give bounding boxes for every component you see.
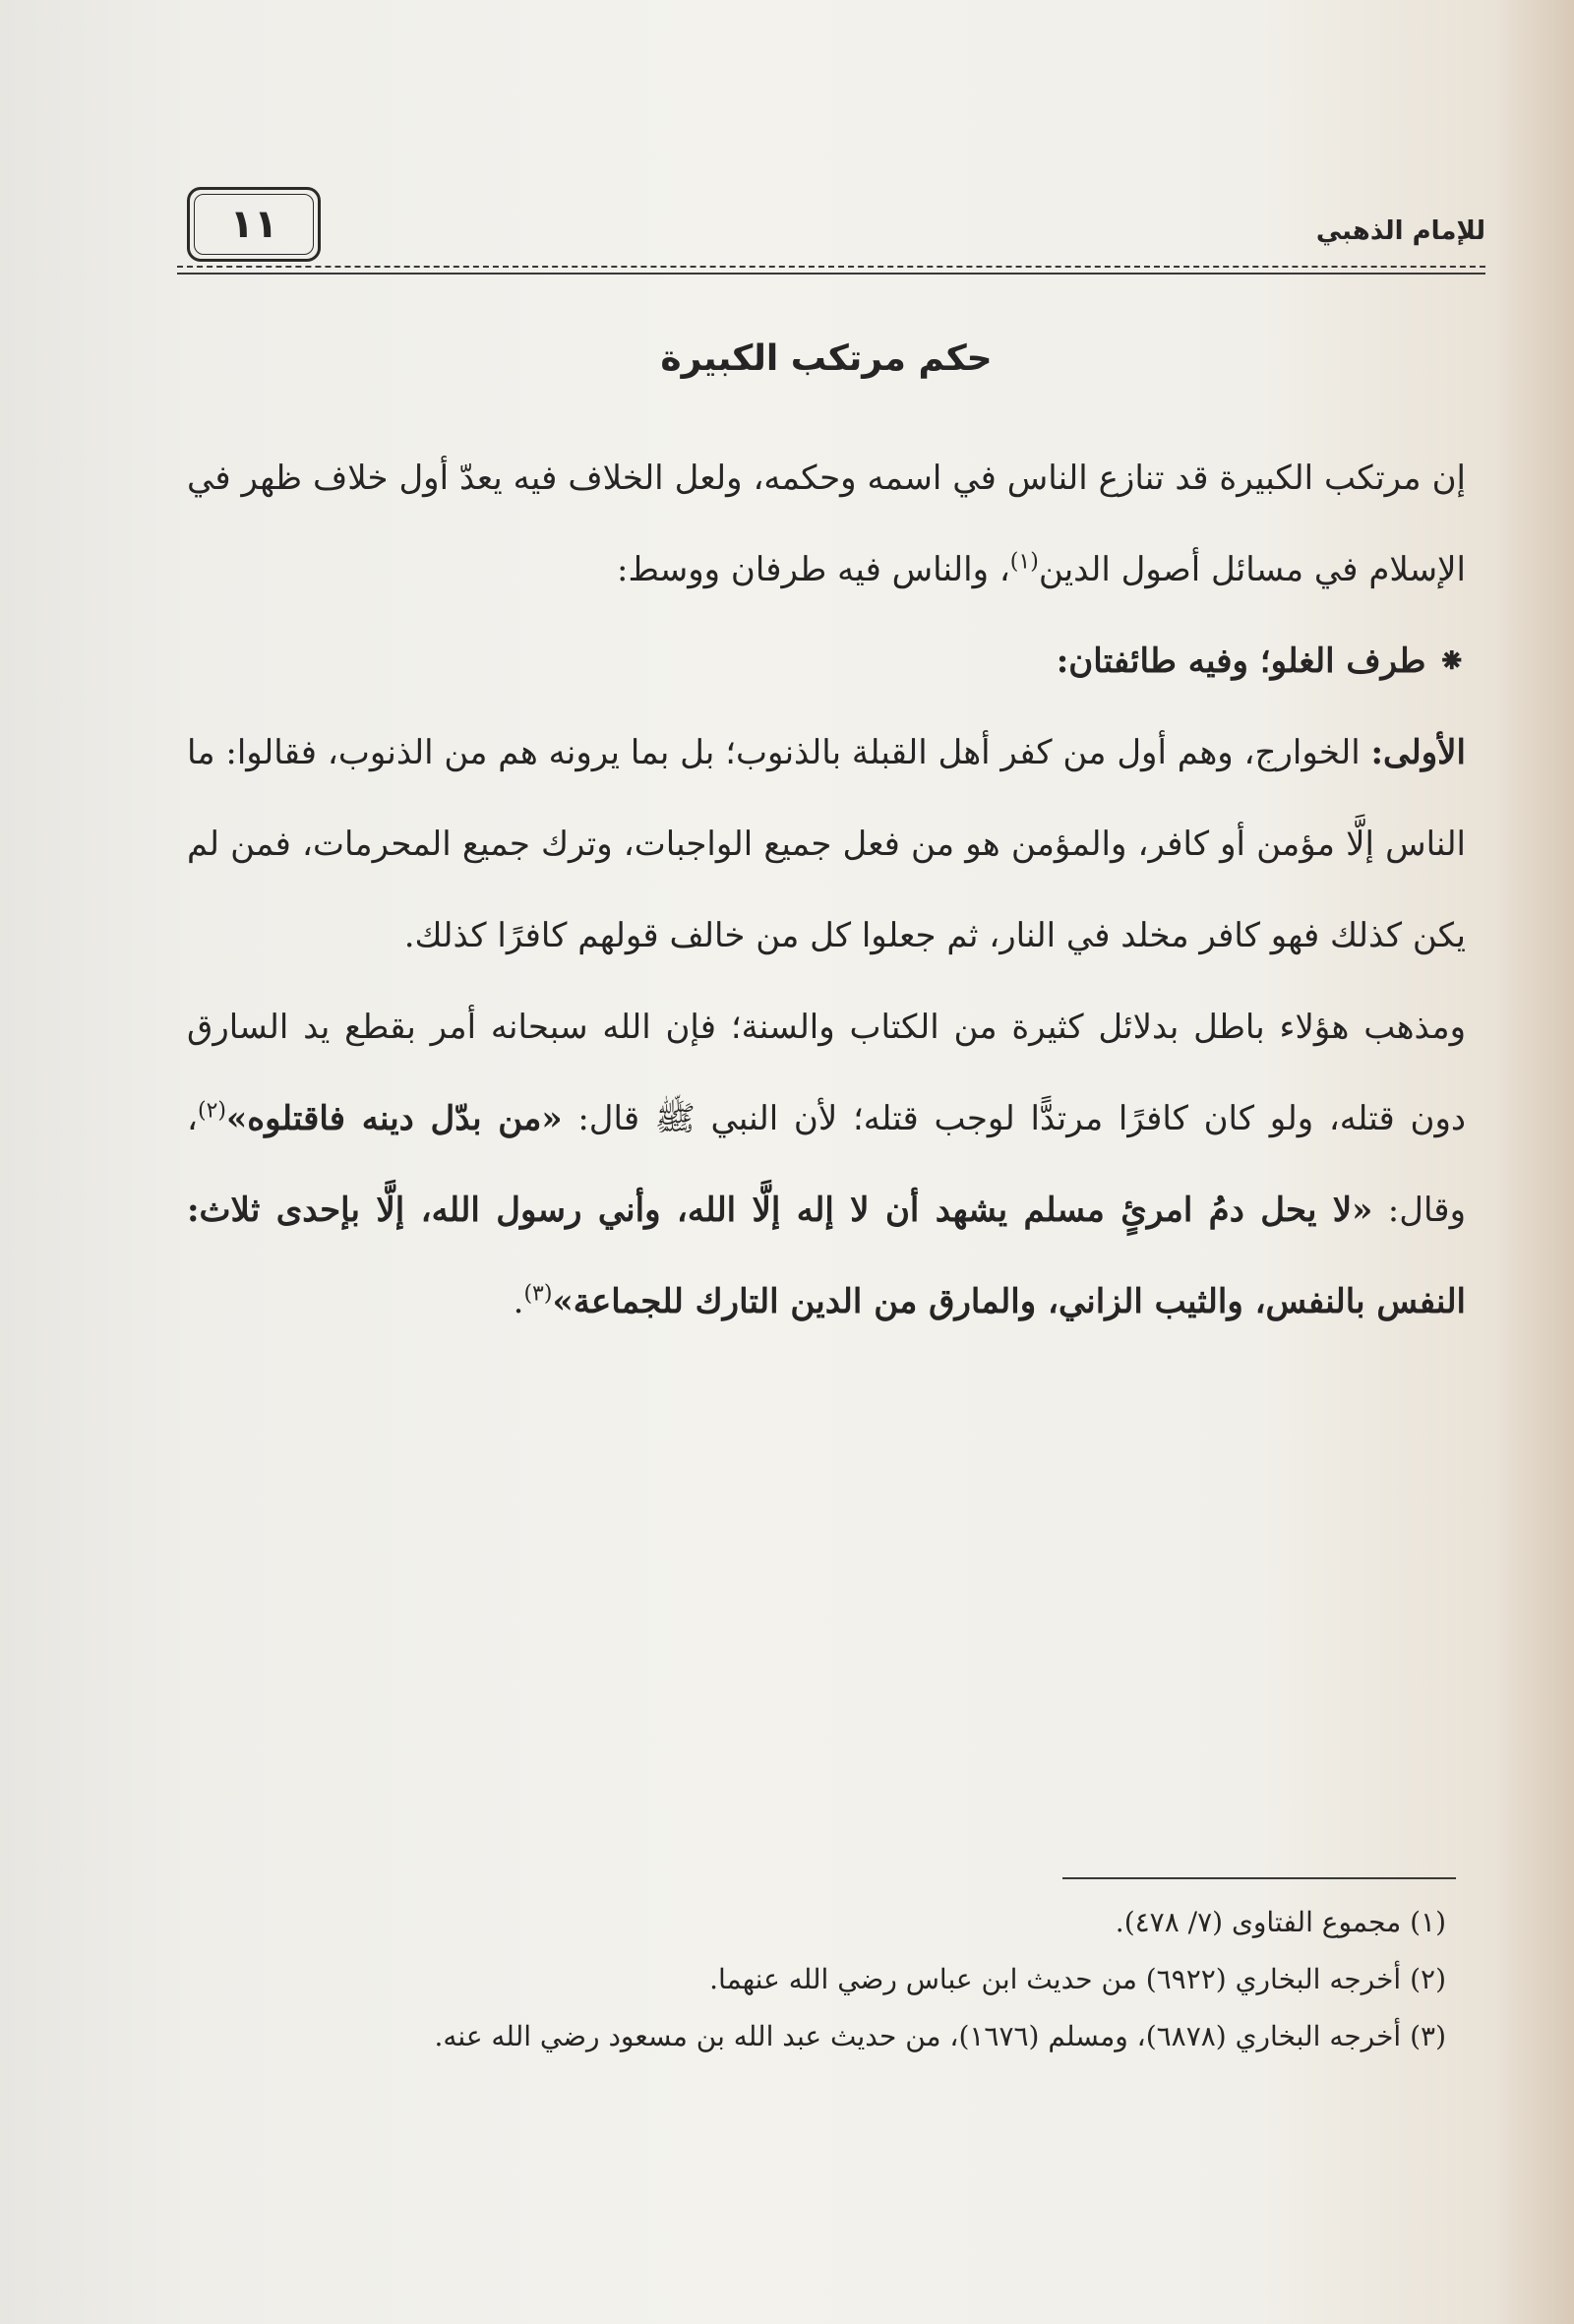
paragraph-khawarij (187, 707, 1466, 982)
hadith-quote-2: «لا يحل دمُ امرئٍ مسلم يشهد أن لا إله إلَّا الله، وأني رسول الله، إلَّا بإحدى ثلاث: النفس بالنفس، والثيب الزاني، والمارق من الدين التارك للجماعة» (187, 1191, 1466, 1321)
footnotes (187, 1894, 1446, 2065)
paragraph-intro-text: إن مرتكب الكبيرة قد تنازع الناس في اسمه وحكمه، ولعل الخلاف فيه يعدّ أول خلاف ظهر في الإسلام في مسائل أصول الدين (187, 459, 1466, 589)
header-solid-line (177, 273, 1485, 275)
paragraph-refutation-end: . (513, 1282, 524, 1321)
footnote-separator (1062, 1877, 1456, 1879)
footnote-ref-2: (٢) (197, 1098, 226, 1124)
paragraph-khawarij-text: الخوارج، وهم أول من كفر أهل القبلة بالذنوب؛ بل بما يرونه هم من الذنوب، فقالوا: ما الناس إلَّا مؤمن أو كافر، والمؤمن هو من فعل جميع الواجبات، وترك جميع المحرمات، فمن لم يكن كذلك فهو كافر مخلد في النار، ثم جعلوا كل من خالف قولهم كافرًا كذلك. (187, 733, 1466, 955)
subheading-extremes-text: طرف الغلو؛ وفيه طائفتان: (1056, 642, 1426, 681)
header-rule (177, 266, 1485, 277)
page-number: ١١ (187, 187, 321, 262)
footnote-ref-3: (٣) (523, 1281, 553, 1307)
section-title: حكم مرتكب الكبيرة (660, 338, 993, 379)
subheading-extremes (187, 616, 1466, 707)
paragraph-refutation (187, 982, 1466, 1348)
header-dashed-line (177, 266, 1485, 268)
paragraph-refutation-text-b: ، وقال: (187, 1099, 1466, 1230)
page-header (177, 177, 1485, 285)
main-text (187, 325, 1466, 1348)
footnote-2: (٢) أخرجه البخاري (٦٩٢٢) من حديث ابن عباس رضي الله عنهما. (709, 1963, 1446, 1995)
paragraph-khawarij-lead: الأولى: (1370, 733, 1466, 772)
paragraph-intro (187, 433, 1466, 616)
hadith-quote-1: «من بدّل دينه فاقتلوه» (226, 1099, 563, 1138)
paragraph-intro-tail: ، والناس فيه طرفان ووسط: (617, 550, 1010, 589)
paragraph-refutation-text-a: ومذهب هؤلاء باطل بدلائل كثيرة من الكتاب والسنة؛ فإن الله سبحانه أمر بقطع يد السارق دون قتله، ولو كان كافرًا مرتدًّا لوجب قتله؛ لأن النبي ﷺ قال: (187, 1008, 1467, 1138)
footnote-ref-1: (١) (1009, 549, 1039, 575)
running-head: للإمام الذهبي (1315, 216, 1485, 246)
asterism-icon: ⁕ (1437, 642, 1466, 681)
footnote-3: (٣) أخرجه البخاري (٦٨٧٨)، ومسلم (١٦٧٦)، من حديث عبد الله بن مسعود رضي الله عنه. (434, 2020, 1446, 2052)
footnote-1: (١) مجموع الفتاوى (٧/ ٤٧٨). (1115, 1906, 1446, 1938)
